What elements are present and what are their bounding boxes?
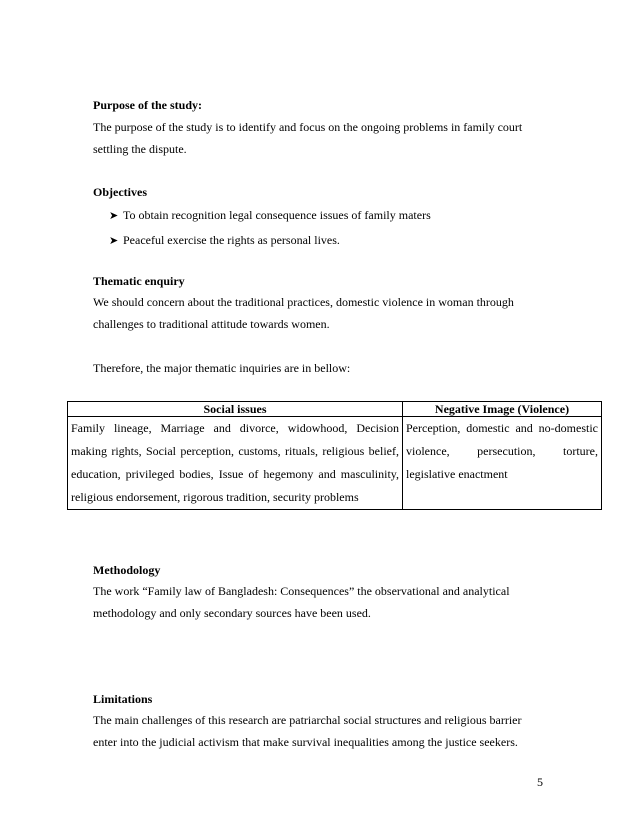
objectives-heading: Objectives: [93, 185, 147, 199]
thematic-line-1: We should concern about the traditional practices, domestic violence in woman through: [93, 295, 514, 309]
limitations-paragraph: [93, 709, 553, 753]
thematic-paragraph: [93, 291, 553, 335]
purpose-heading: Purpose of the study:: [93, 98, 203, 112]
cell-negative-image: Perception, domestic and no-domestic violence, persecution, torture, legislative enactment: [403, 417, 602, 510]
thematic-table: [67, 401, 602, 510]
table-row: [68, 417, 602, 510]
arrow-bullet-icon: ➤: [109, 210, 119, 222]
methodology-line-2: methodology and only secondary sources have been used.: [93, 606, 371, 620]
column-header-social-issues: Social issues: [68, 402, 403, 417]
list-item: ➤ Peaceful exercise the rights as personal lives.: [109, 228, 431, 253]
methodology-line-1: The work “Family law of Bangladesh: Consequences” the observational and analytical: [93, 584, 510, 598]
limitations-line-1: The main challenges of this research are patriarchal social structures and religious barrier: [93, 713, 522, 727]
thematic-intro: Therefore, the major thematic inquiries are in bellow:: [93, 361, 351, 375]
methodology-paragraph: [93, 580, 553, 624]
arrow-bullet-icon: ➤: [109, 235, 119, 247]
limitations-heading: Limitations: [93, 692, 153, 706]
list-item: ➤ To obtain recognition legal consequence issues of family maters: [109, 203, 431, 228]
methodology-heading: Methodology: [93, 563, 161, 577]
table-header-row: [68, 402, 602, 417]
thematic-heading: Thematic enquiry: [93, 274, 185, 288]
limitations-line-2: enter into the judicial activism that make survival inequalities among the justice seekers.: [93, 735, 518, 749]
column-header-negative-image: Negative Image (Violence): [403, 402, 602, 417]
purpose-line-1: The purpose of the study is to identify and focus on the ongoing problems in family court: [93, 120, 523, 134]
purpose-line-2: settling the dispute.: [93, 142, 187, 156]
thematic-line-2: challenges to traditional attitude towards women.: [93, 317, 330, 331]
objectives-list: [109, 203, 431, 253]
purpose-paragraph: [93, 116, 553, 160]
cell-social-issues: Family lineage, Marriage and divorce, widowhood, Decision making rights, Social perception, customs, rituals, religious belief, education, privileged bodies, Issue of hegemony and masculinity, religious endorsement, rigorous tradition, security problems: [68, 417, 403, 510]
page-number: 5: [537, 775, 543, 789]
